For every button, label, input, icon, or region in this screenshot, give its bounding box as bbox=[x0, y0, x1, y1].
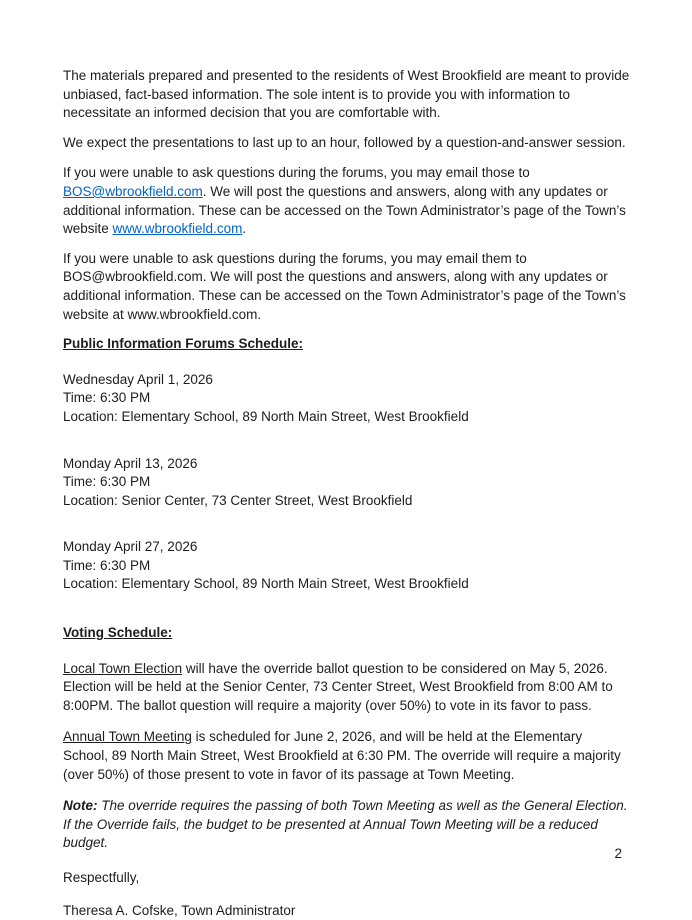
local-election-text: will have the override ballot question to be considered on May 5, 2026. Election will be held at the Senior Center, 73 Center Street, West Brookfield from 8:00 AM to 8:00PM. The ballot question will require a majority (over 50%) to vote in its favor to pass. bbox=[63, 660, 613, 713]
questions-text-mid: . We will post the questions and answers, along with any updates or additional information. These can be accessed on the Town Administrator’s page of the Town’s website bbox=[63, 183, 626, 237]
forum-3-location: Location: Elementary School, 89 North Main Street, West Brookfield bbox=[63, 576, 469, 592]
voting-schedule-heading bbox=[63, 624, 630, 643]
intro-text: The materials prepared and presented to the residents of West Brookfield are meant to provide unbiased, fact-based information. The sole intent is to provide you with information to necessitate an informed decision that you are comfortable with. bbox=[63, 68, 630, 121]
annual-meeting-paragraph bbox=[63, 728, 630, 784]
intro-paragraph bbox=[63, 67, 630, 123]
closing-line bbox=[63, 869, 630, 888]
page-number: 2 bbox=[614, 846, 622, 862]
questions-text-pre: If you were unable to ask questions during the forums, you may email those to bbox=[63, 165, 530, 181]
note-text: The override requires the passing of both Town Meeting as well as the General Election. If the Override fails, the budget to be presented at Annual Town Meeting will be a reduced budget. bbox=[63, 798, 628, 851]
forum-entry-3 bbox=[63, 538, 630, 594]
forums-schedule-section bbox=[63, 371, 630, 594]
forum-3-time: Time: 6:30 PM bbox=[63, 557, 151, 573]
questions-text-end: . bbox=[242, 221, 247, 237]
questions-paragraph-linked bbox=[63, 164, 630, 238]
email-link[interactable]: BOS@wbrookfield.com bbox=[63, 183, 203, 199]
closing-text: Respectfully, bbox=[63, 870, 140, 885]
website-link[interactable]: www.wbrookfield.com bbox=[112, 221, 243, 237]
presentations-paragraph bbox=[63, 134, 630, 153]
forum-3-date: Monday April 27, 2026 bbox=[63, 539, 198, 555]
forums-schedule-heading-text: Public Information Forums Schedule: bbox=[63, 336, 304, 352]
forums-schedule-heading bbox=[63, 335, 630, 354]
forum-1-location: Location: Elementary School, 89 North Main Street, West Brookfield bbox=[63, 408, 469, 424]
local-election-title: Local Town Election bbox=[63, 660, 183, 676]
voting-schedule-heading-text: Voting Schedule: bbox=[63, 625, 173, 641]
note-paragraph bbox=[63, 797, 630, 853]
questions-paragraph-plain bbox=[63, 250, 630, 324]
questions-plain-text: If you were unable to ask questions during the forums, you may email them to BOS@wbrookfield.com. We will post the questions and answers, along with any updates or additional information. These can be accessed on the Town Administrator’s page of the Town’s website at www.wbrookfield.com. bbox=[63, 250, 626, 322]
forum-2-location: Location: Senior Center, 73 Center Street, West Brookfield bbox=[63, 492, 413, 508]
note-label: Note: bbox=[63, 798, 98, 814]
annual-meeting-title: Annual Town Meeting bbox=[63, 729, 192, 745]
forum-entry-1 bbox=[63, 371, 630, 427]
forum-1-date: Wednesday April 1, 2026 bbox=[63, 371, 213, 387]
signature-line bbox=[63, 902, 630, 920]
forum-2-time: Time: 6:30 PM bbox=[63, 474, 151, 490]
local-election-paragraph bbox=[63, 660, 630, 716]
forum-2-date: Monday April 13, 2026 bbox=[63, 455, 198, 471]
signature-text: Theresa A. Cofske, Town Administrator bbox=[63, 902, 296, 918]
forum-entry-2 bbox=[63, 455, 630, 511]
forum-1-time: Time: 6:30 PM bbox=[63, 390, 151, 406]
annual-meeting-text: is scheduled for June 2, 2026, and will be held at the Elementary School, 89 North Main Street, West Brookfield at 6:30 PM. The override will require a majority (over 50%) of those present to vote in favor of its passage at Town Meeting. bbox=[63, 729, 621, 782]
presentations-text: We expect the presentations to last up to an hour, followed by a question-and-answer session. bbox=[63, 134, 626, 150]
